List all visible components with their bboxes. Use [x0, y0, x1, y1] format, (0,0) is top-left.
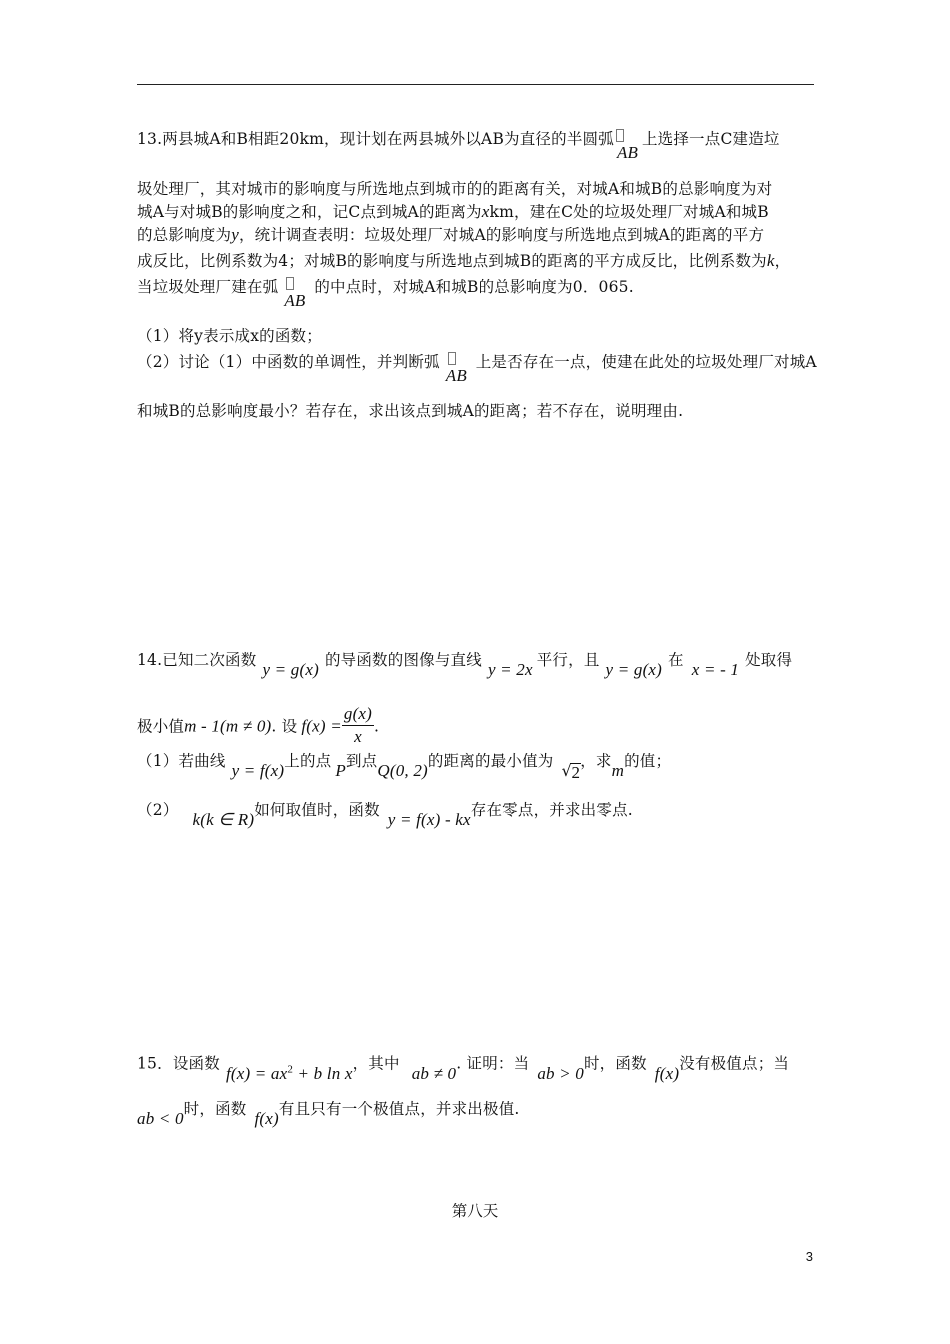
- math-point-p: P: [335, 761, 346, 780]
- math-expr: ab ≠ 0: [411, 1063, 457, 1083]
- q13-line-4: 的总影响度为y，统计调查表明：垃圾处理厂对城A的影响度与所选地点到城A的距离的平方: [137, 225, 765, 244]
- math-expr: y = g(x): [262, 660, 319, 679]
- math-expr: k(k ∈ R): [192, 810, 255, 829]
- q13-line-6: 当垃圾处理厂建在弧 AB 的中点时，对城A和城B的总影响度为0．065.: [137, 278, 634, 310]
- math-m: m: [611, 761, 625, 780]
- arc-ab-label: AB: [616, 143, 639, 162]
- q14-part-2: （2） k(k ∈ R)如何取值时，函数 y = f(x) - kx存在零点，并求出零点.: [137, 801, 633, 829]
- math-expr: $f(x) = ax^2 + b$ ln x: [225, 1063, 353, 1083]
- q13-text: 上选择一点C建造垃: [641, 130, 780, 148]
- page-footer: 第八天: [451, 1202, 499, 1220]
- math-expr: y = f(x) - kx: [387, 810, 471, 829]
- q13-part-1: （1）将y表示成x的函数；: [137, 327, 322, 345]
- math-k: k: [766, 251, 775, 270]
- arc-ab-symbol: [614, 129, 642, 162]
- math-expr: y = 2x: [487, 660, 533, 679]
- q15-line-2: ab < 0时，函数 f(x)有且只有一个极值点，并求出极值.: [137, 1100, 520, 1128]
- q13-line-1: [137, 129, 780, 162]
- sqrt-symbol: √ 2: [561, 761, 581, 782]
- page-number: 3: [805, 1249, 813, 1264]
- math-x: x: [481, 202, 490, 221]
- q14-line-1: 14.已知二次函数 y = g(x) 的导函数的图像与直线 y = 2x 平行，且 y = g(x) 在 x = - 1 处取得: [137, 651, 793, 679]
- header-rule: [137, 84, 814, 85]
- q13-part-2-cont: 和城B的总影响度最小？若存在，求出该点到城A的距离；若不存在，说明理由.: [137, 402, 684, 420]
- math-expr: ab < 0: [137, 1109, 184, 1128]
- arc-ab-symbol: AB: [440, 352, 476, 372]
- arc-ab-symbol: AB: [278, 277, 314, 297]
- math-expr: f(x): [254, 1109, 279, 1128]
- math-expr: y = f(x): [231, 761, 285, 780]
- math-expr: y = g(x): [605, 660, 663, 679]
- math-expr: f(x) =: [301, 716, 342, 736]
- math-expr: x = - 1: [691, 660, 740, 679]
- q13-line-5: 成反比，比例系数为4；对城B的影响度与所选地点到城B的距离的平方成反比，比例系数为k，: [137, 251, 791, 270]
- q13-line-2: 圾处理厂，其对城市的影响度与所选地点到城市的的距离有关，对城A和城B的总影响度为对: [137, 180, 773, 198]
- q13-text: 13.两县城A和B相距20km，现计划在两县城外以AB为直径的半圆弧: [137, 130, 614, 148]
- q13-line-3: 城A与对城B的影响度之和，记C点到城A的距离为xkm，建在C处的垃圾处理厂对城A和城B: [137, 202, 769, 221]
- math-expr: ab > 0: [537, 1063, 584, 1083]
- q13-part-2: （2）讨论（1）中函数的单调性，并判断弧 AB 上是否存在一点，使建在此处的垃圾处理厂对城A: [137, 353, 817, 385]
- fraction: $\frac{g(x)}{x}$: [343, 704, 373, 746]
- q14-line-2: 极小值m - 1(m ≠ 0). 设 f(x) = $\frac{g(x)}{x}$ .: [137, 704, 380, 746]
- math-expr: m - 1(m ≠ 0): [184, 716, 272, 736]
- math-y: y: [231, 225, 239, 244]
- math-point-q: Q(0, 2): [377, 761, 428, 780]
- q14-part-1: （1）若曲线 y = f(x)上的点 P到点Q(0, 2)的距离的最小值为 √ 2，求m的值；: [137, 752, 672, 782]
- q15-line-1: 15．设函数 $f(x) = ax^2 + b$ ln x，其中 ab ≠ 0. 证明：当 ab > 0时，函数 f(x)没有极值点；当: [137, 1054, 790, 1083]
- math-expr: f(x): [654, 1063, 680, 1083]
